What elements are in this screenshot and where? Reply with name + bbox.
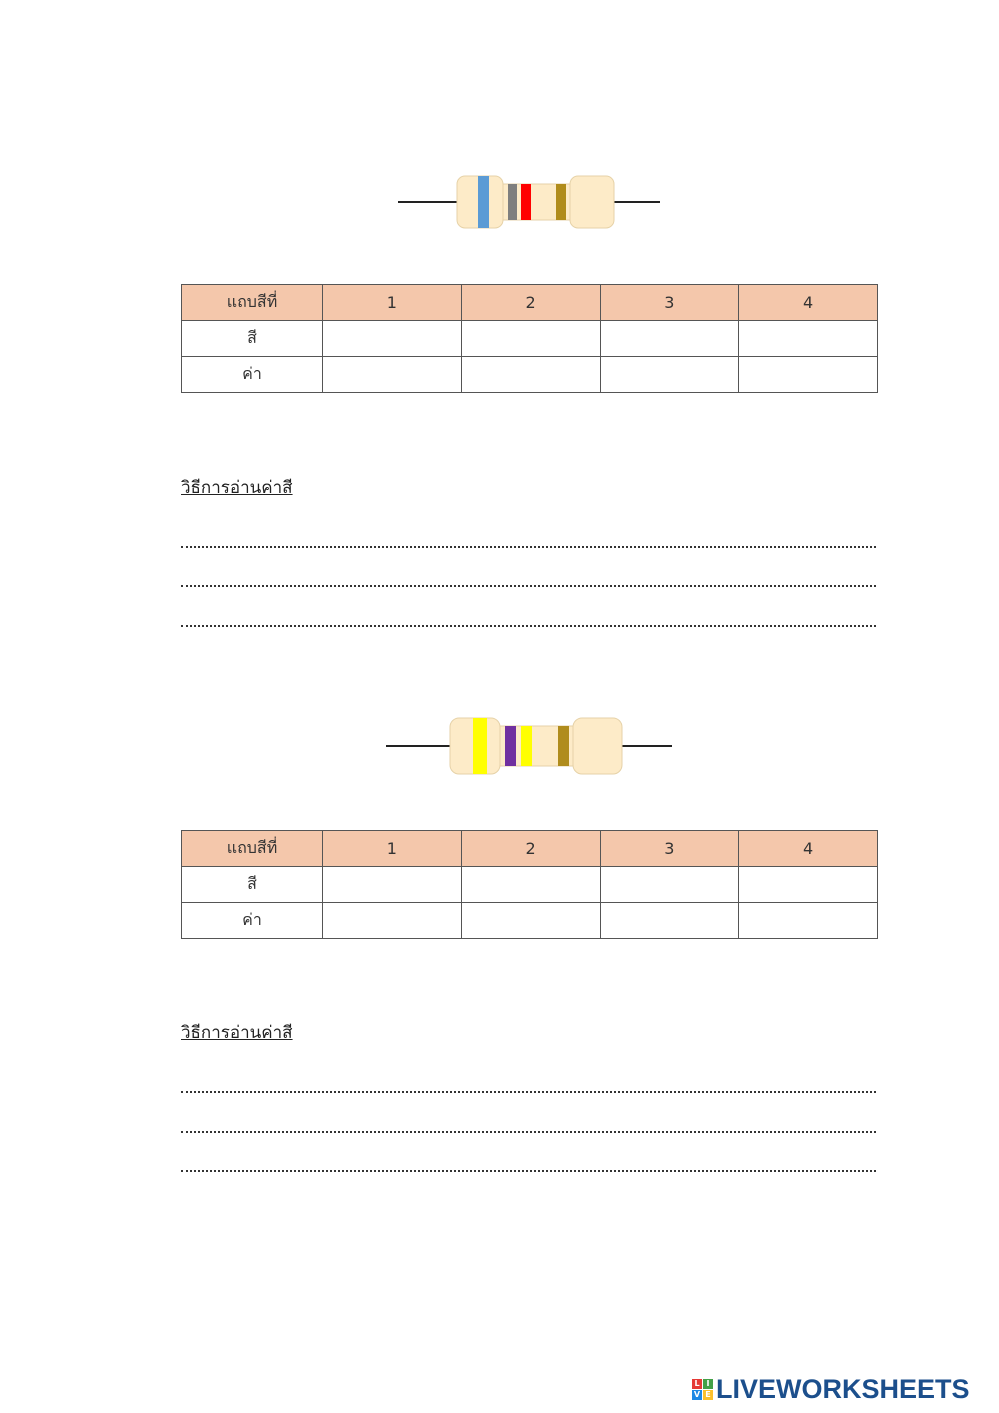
header-band-3: 3	[600, 831, 739, 867]
answer-line[interactable]	[181, 1091, 876, 1093]
header-band-2: 2	[461, 285, 600, 321]
liveworksheets-logo-text: LIVEWORKSHEETS	[716, 1373, 970, 1404]
liveworksheets-mark-icon	[692, 1379, 713, 1400]
table-row-value	[182, 357, 878, 393]
value-cell-2[interactable]	[461, 903, 600, 939]
color-band-table-1	[181, 284, 878, 393]
row-label-color: สี	[182, 321, 323, 357]
resistor-1-band-3	[521, 184, 531, 220]
header-band-2: 2	[461, 831, 600, 867]
header-band-3: 3	[600, 285, 739, 321]
table-header-row	[182, 285, 878, 321]
value-cell-3[interactable]	[600, 903, 739, 939]
answer-line[interactable]	[181, 625, 876, 627]
color-cell-2[interactable]	[461, 321, 600, 357]
value-cell-3[interactable]	[600, 357, 739, 393]
resistor-1-band-2	[508, 184, 517, 220]
header-band-label: แถบสีที่	[182, 831, 323, 867]
value-cell-2[interactable]	[461, 357, 600, 393]
reading-method-heading-2: วิธีการอ่านค่าสี	[181, 1023, 293, 1043]
mark-letter: V	[693, 1389, 701, 1399]
table-header-row	[182, 831, 878, 867]
resistor-2-band-4	[558, 726, 569, 766]
value-cell-4[interactable]	[739, 357, 878, 393]
resistor-2-illustration	[386, 716, 674, 778]
answer-line[interactable]	[181, 585, 876, 587]
header-band-label: แถบสีที่	[182, 285, 323, 321]
row-label-value: ค่า	[182, 357, 323, 393]
value-cell-1[interactable]	[323, 357, 462, 393]
resistor-2-band-3	[521, 726, 532, 766]
resistor-2-band-2	[505, 726, 516, 766]
row-label-value: ค่า	[182, 903, 323, 939]
resistor-1-band-4	[556, 184, 566, 220]
header-band-1: 1	[323, 831, 462, 867]
reading-method-heading-1: วิธีการอ่านค่าสี	[181, 478, 293, 498]
table-row-color	[182, 867, 878, 903]
table-row-color	[182, 321, 878, 357]
answer-line[interactable]	[181, 1131, 876, 1133]
mark-letter: L	[692, 1379, 702, 1389]
header-band-1: 1	[323, 285, 462, 321]
resistor-1-cap-right	[570, 176, 614, 228]
color-cell-1[interactable]	[323, 321, 462, 357]
table-row-value	[182, 903, 878, 939]
color-cell-3[interactable]	[600, 321, 739, 357]
color-band-table-2	[181, 830, 878, 939]
liveworksheets-logo	[692, 1374, 970, 1404]
answer-line[interactable]	[181, 546, 876, 548]
value-cell-1[interactable]	[323, 903, 462, 939]
color-cell-2[interactable]	[461, 867, 600, 903]
color-cell-3[interactable]	[600, 867, 739, 903]
row-label-color: สี	[182, 867, 323, 903]
color-cell-4[interactable]	[739, 867, 878, 903]
resistor-1-illustration	[398, 174, 662, 230]
mark-letter: E	[703, 1390, 713, 1400]
header-band-4: 4	[739, 285, 878, 321]
color-cell-4[interactable]	[739, 321, 878, 357]
header-band-4: 4	[739, 831, 878, 867]
resistor-1-band-1	[478, 176, 489, 228]
answer-line[interactable]	[181, 1170, 876, 1172]
color-cell-1[interactable]	[323, 867, 462, 903]
resistor-2-cap-right	[573, 718, 622, 774]
resistor-2-band-1	[473, 718, 487, 774]
mark-letter: I	[703, 1379, 713, 1389]
value-cell-4[interactable]	[739, 903, 878, 939]
